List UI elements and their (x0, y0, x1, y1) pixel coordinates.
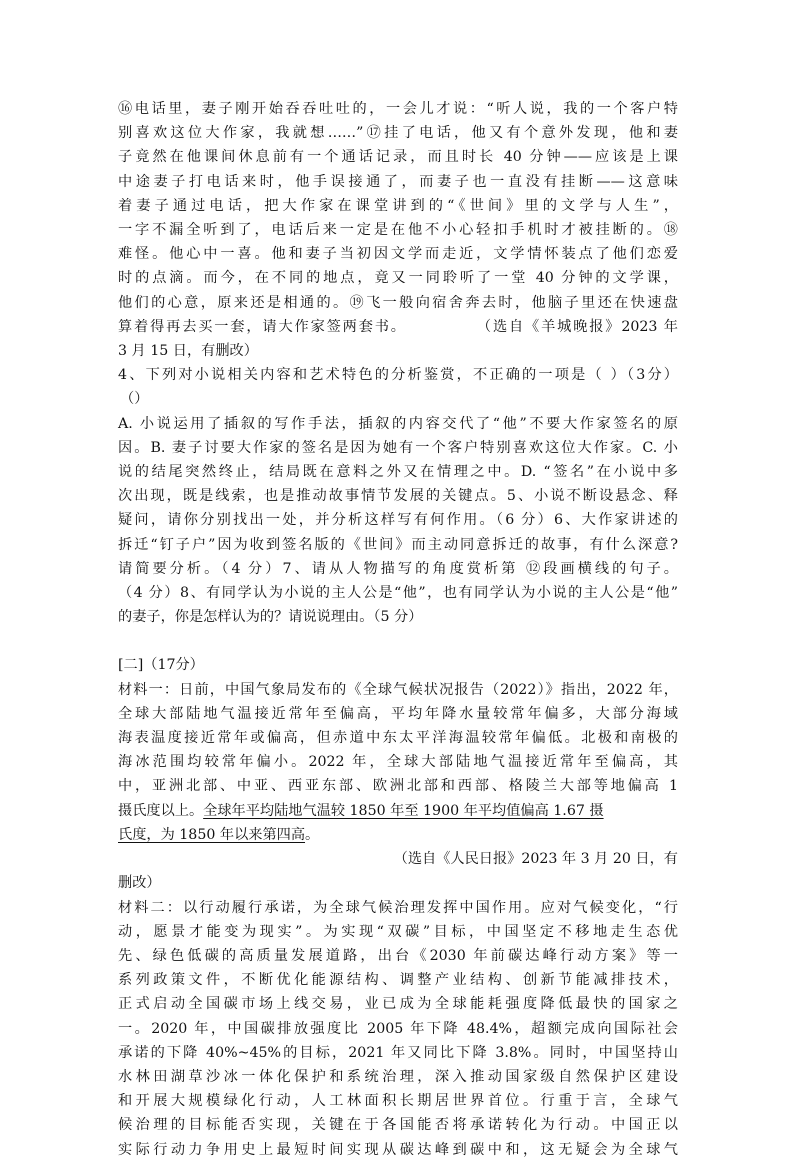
question-4 (118, 363, 678, 629)
material-line: 材料二：以行动履行承诺，为全球气候治理发挥中国作用。应对气候变化，“行 (118, 899, 678, 916)
material-line: 水林田湖草沙冰一体化保护和系统治理，深入推动国家级自然保护区建设 (118, 1068, 678, 1085)
material-line: 候治理的目标能否实现，关键在于各国能否将承诺转化为行动。中国正以 (118, 1117, 678, 1134)
story-line: 3 月 15 日，有删改） (118, 343, 258, 360)
story-line: 子竟然在他课间休息前有一个通话记录，而且时长 40 分钟——应该是上课 (118, 149, 678, 166)
question-line: 说的结尾突然终止，结局既在意料之外又在情理之中。D. “签名”在小说中多 (118, 464, 678, 481)
story-line: 一字不漏全听到了，电话后来一定是在他不小心轻扣手机时才被挂断的。⑱ (118, 222, 678, 239)
story-line: 着妻子通过电话，把大作家在课堂讲到的“《世间》里的文学与人生”， (118, 197, 678, 214)
material-line: 承诺的下降 40%~45%的目标，2021 年又同比下降 3.8%。同时，中国坚持山 (118, 1044, 678, 1061)
material-line: 中，亚洲北部、中亚、西亚东部、欧洲北部和西部、格陵兰大部等地偏高 1 (118, 778, 678, 795)
question-line: （4 分）8、有同学认为小说的主人公是“他”，也有同学认为小说的主人公是“他” (118, 585, 678, 602)
material-line: 海表温度接近常年或偏高，但赤道中东太平洋海温较常年偏低。北极和南极的 (118, 730, 678, 747)
source-citation-cont: 删改） (118, 875, 161, 892)
question-line: 的妻子，你是怎样认为的？请说说理由。（5 分） (118, 609, 423, 626)
question-line: A. 小说运用了插叙的写作手法，插叙的内容交代了“他”不要大作家签名的原 (118, 415, 678, 432)
story-line: 中途妻子打电话来时，他手误接通了，而妻子也一直没有挂断——这意味 (118, 173, 678, 190)
material-line: 一。2020 年，中国碳排放强度比 2005 年下降 48.4%，超额完成向国际社会 (118, 1020, 678, 1037)
story-line: 他们的心意，原来还是相通的。⑲飞一般向宿舍奔去时，他脑子里还在快速盘 (118, 294, 678, 311)
material-line: 系列政策文件，不断优化能源结构、调整产业结构、创新节能减排技术， (118, 972, 678, 989)
story-line: 别喜欢这位大作家，我就想……”⑰挂了电话，他又有个意外发现，他和妻 (118, 125, 678, 142)
story-line: 难怪。他心中一喜。他和妻子当初因文学而走近，文学情怀装点了他们恋爱 (118, 246, 678, 263)
part-two (118, 653, 678, 1161)
material-line: 动，愿景才能变为现实”。为实现“双碳”目标，中国坚定不移地走生态优 (118, 923, 678, 940)
question-4-stem: 4、下列对小说相关内容和艺术特色的分析鉴赏，不正确的一项是（ ）（3分） (118, 367, 678, 384)
material-line: 材料一：日前，中国气象局发布的《全球气候状况报告（2022）》指出，2022 年， (118, 681, 678, 698)
story-line: 算着得再去买一套，请大作家签两套书。 （选自《羊城晚报》2023 年 (118, 318, 678, 335)
material-one (118, 678, 678, 896)
story-line: ⑯电话里，妻子刚开始吞吞吐吐的，一会儿才说：“听人说，我的一个客户特 (118, 101, 678, 117)
material-line: 全球大部陆地气温接近常年至偏高，平均年降水量较常年偏多，大部分海域 (118, 705, 678, 722)
question-line: 疑问，请你分别找出一处，并分析这样写有何作用。（6 分）6、大作家讲述的 (118, 512, 678, 529)
part-two-heading: [二]（17分） (118, 657, 204, 674)
plain-text: 。 (305, 826, 320, 843)
material-line: 正式启动全国碳市场上线交易，业已成为全球能耗强度降低最快的国家之 (118, 996, 678, 1013)
material-line: 和开展大规模绿化行动，人工林面积长期居世界首位。行重于言，全球气 (118, 1093, 678, 1110)
material-line-with-underline (118, 823, 678, 847)
question-line: 次出现，既是线索，也是推动故事情节发展的关键点。5、小说不断设悬念、释 (118, 488, 678, 505)
question-line: 因。B. 妻子讨要大作家的签名是因为她有一个客户特别喜欢这位大作家。C. 小 (118, 439, 678, 456)
material-line: 先、绿色低碳的高质量发展道路，出台《2030 年前碳达峰行动方案》等一 (118, 947, 678, 964)
answer-blank: （） (120, 391, 149, 408)
plain-text: 摄氏度以上。 (118, 802, 204, 819)
underlined-sentence: 全球年平均陆地气温较 1850 年至 1900 年平均值偏高 1.67 摄 (203, 802, 604, 819)
source-citation: （选自《人民日报》2023 年 3 月 20 日，有 (393, 851, 678, 868)
story-line: 时的点滴。而今，在不同的地点，竟又一同聆听了一堂 40 分钟的文学课， (118, 270, 678, 287)
material-line-with-underline (118, 799, 678, 823)
material-line: 海冰范围均较常年偏小。2022 年，全球大部陆地气温接近常年至偏高，其 (118, 754, 678, 771)
story-passage (118, 97, 678, 363)
underlined-sentence: 氏度，为 1850 年以来第四高 (118, 826, 306, 843)
material-two (118, 896, 678, 1162)
material-line: 实际行动力争用史上最短时间实现从碳达峰到碳中和，这无疑会为全球气 (118, 1141, 678, 1158)
document-page (118, 97, 678, 1162)
question-line: 请简要分析。（4 分）7、请从人物描写的角度赏析第 ⑫段画横线的句子。 (118, 560, 678, 577)
section-gap (118, 629, 678, 653)
question-line: 拆迁“钉子户”因为收到签名版的《世间》而主动同意拆迁的故事，有什么深意? (118, 536, 678, 553)
